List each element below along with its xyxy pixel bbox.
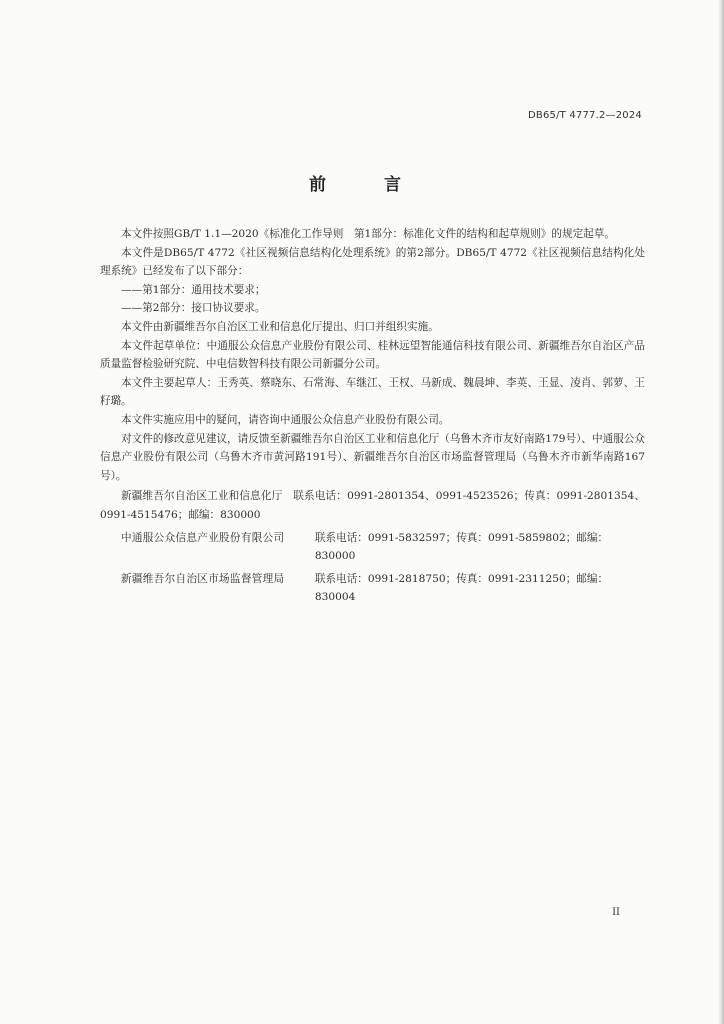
foreword-body [100,225,645,607]
page-title: 前 言 [309,175,427,195]
list-item-part-1: ——第1部分：通用技术要求； [121,283,266,296]
contact-info: 联系电话：0991-2801354、0991-4523526；传真：0991-2801354、0991-4515476；邮编：830000 [100,490,645,521]
paragraph-proposer: 本文件由新疆维吾尔自治区工业和信息化厅提出、归口并组织实施。 [121,320,439,333]
contact-org: 新疆维吾尔自治区市场监督管理局 [121,572,285,585]
document-code: DB65/T 4777.2—2024 [528,110,642,121]
paragraph-series-parts: 本文件是DB65/T 4772《社区视频信息结构化处理系统》的第2部分。DB65/T 4772《社区视频信息结构化处理系统》已经发布了以下部分： [100,246,645,278]
paragraph-drafters: 本文件主要起草人：王秀英、蔡晓东、石常海、车继江、王权、马新成、魏晨坤、李英、王显、凌肖、郭萝、王籽璐。 [100,376,645,408]
contact-list [100,487,645,607]
contact-entry [100,570,645,607]
contact-info: 联系电话：0991-5832597；传真：0991-5859802；邮编：830000 [314,531,609,563]
contact-entry [100,487,645,524]
contact-info: 联系电话：0991-2818750；传真：0991-2311250；邮编：830004 [314,572,609,604]
page-number: II [612,907,620,918]
paragraph-feedback: 对文件的修改意见建议，请反馈至新疆维吾尔自治区工业和信息化厅（乌鲁木齐市友好南路179号）、中通服公众信息产业股份有限公司（乌鲁木齐市黄河路191号）、新疆维吾尔自治区市场监督管理局（乌鲁木齐市新华南路167号）。 [100,432,645,482]
contact-org: 新疆维吾尔自治区工业和信息化厅 [121,490,283,503]
paragraph-drafting-units: 本文件起草单位：中通服公众信息产业股份有限公司、桂林远望智能通信科技有限公司、新疆维吾尔自治区产品质量监督检验研究院、中电信数智科技有限公司新疆分公司。 [100,339,645,371]
contact-entry [100,529,645,566]
list-item-part-2: ——第2部分：接口协议要求。 [121,302,266,315]
contact-org: 中通服公众信息产业股份有限公司 [121,531,285,544]
paragraph-inquiries: 本文件实施应用中的疑问，请咨询中通服公众信息产业股份有限公司。 [121,413,450,426]
scan-edge-shadow [718,0,724,1024]
paragraph-drafting-rules: 本文件按照GB/T 1.1—2020《标准化工作导则 第1部分：标准化文件的结构和起草规则》的规定起草。 [121,228,615,240]
